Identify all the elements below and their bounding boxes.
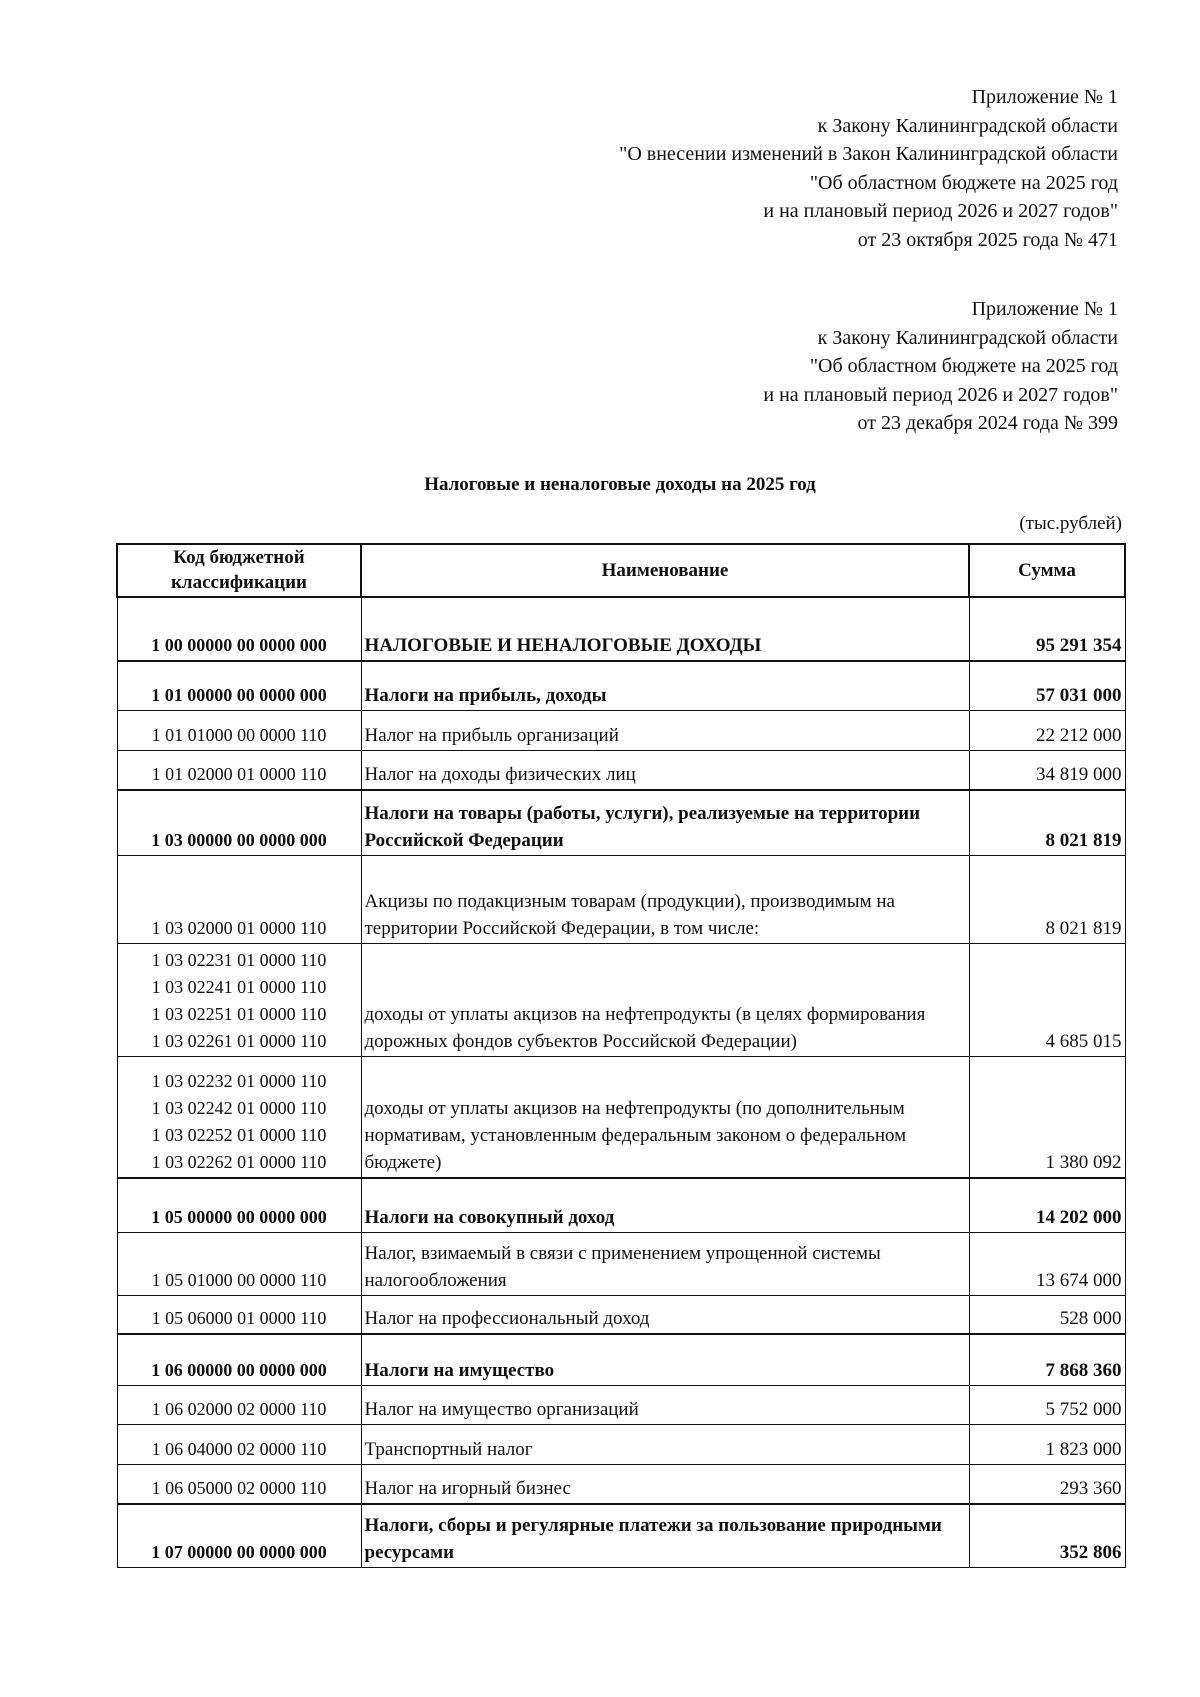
table-row — [117, 661, 1125, 710]
col-code-header: Код бюджетной классификации — [117, 544, 361, 597]
budget-code: 1 03 00000 00 0000 000 — [117, 790, 361, 855]
table-row — [117, 1295, 1125, 1334]
item-name: Налог на игорный бизнес — [361, 1464, 969, 1504]
amount: 34 819 000 — [969, 750, 1125, 790]
item-name: Налог на доходы физических лиц — [361, 750, 969, 790]
table-row — [117, 597, 1125, 661]
header-line: и на плановый период 2026 и 2027 годов" — [763, 200, 1118, 222]
item-name: Налоги на имущество — [361, 1334, 969, 1385]
item-name: НАЛОГОВЫЕ И НЕНАЛОГОВЫЕ ДОХОДЫ — [361, 597, 969, 661]
amount: 8 021 819 — [969, 855, 1125, 943]
amount: 57 031 000 — [969, 661, 1125, 710]
amount: 95 291 354 — [969, 597, 1125, 661]
table-row — [117, 1504, 1125, 1567]
table-row — [117, 1178, 1125, 1232]
amount: 528 000 — [969, 1295, 1125, 1334]
header-line: к Закону Калининградской области — [817, 114, 1118, 137]
budget-code: 1 01 00000 00 0000 000 — [117, 661, 361, 710]
table-row — [117, 1056, 1125, 1178]
table-row — [117, 855, 1125, 943]
header-line: "Об областном бюджете на 2025 год — [809, 355, 1118, 377]
budget-code: 1 06 00000 00 0000 000 — [117, 1334, 361, 1385]
item-name: Налог на прибыль организаций — [361, 710, 969, 750]
header-line: и на плановый период 2026 и 2027 годов" — [763, 383, 1118, 406]
col-name-header: Наименование — [361, 544, 969, 597]
units-label: (тыс.рублей) — [1019, 513, 1122, 534]
table-row — [117, 1232, 1125, 1295]
header-line: "Об областном бюджете на 2025 год — [809, 171, 1118, 194]
budget-code: 1 06 02000 02 0000 110 — [117, 1385, 361, 1424]
budget-code: 1 06 04000 02 0000 110 — [117, 1424, 361, 1464]
header-line: Приложение № 1 — [971, 86, 1118, 108]
item-name: Налоги на товары (работы, услуги), реализуемые на территории Российской Федерации — [361, 790, 969, 855]
table-row — [117, 1424, 1125, 1464]
col-sum-header: Сумма — [969, 544, 1125, 597]
amount: 14 202 000 — [969, 1178, 1125, 1232]
amount: 4 685 015 — [969, 943, 1125, 1056]
item-name: Налог на профессиональный доход — [361, 1295, 969, 1334]
document-title: Налоговые и неналоговые доходы на 2025 год — [424, 474, 816, 495]
header-line: "О внесении изменений в Закон Калининградской области — [619, 143, 1118, 165]
appendix-header-original — [763, 295, 1118, 438]
item-name: Акцизы по подакцизным товарам (продукции), производимым на территории Российской Федерации, в том числе: — [361, 855, 969, 943]
budget-code: 1 05 00000 00 0000 000 — [117, 1178, 361, 1232]
item-name: Налоги, сборы и регулярные платежи за пользование природными ресурсами — [361, 1504, 969, 1567]
amount: 5 752 000 — [969, 1385, 1125, 1424]
amount: 1 380 092 — [969, 1056, 1125, 1178]
amount: 22 212 000 — [969, 710, 1125, 750]
budget-code: 1 03 02232 01 0000 110 1 03 02242 01 0000 110 1 03 02252 01 0000 110 1 03 02262 01 0000 110 — [117, 1056, 361, 1178]
item-name: Налоги на совокупный доход — [361, 1178, 969, 1232]
table-row — [117, 1464, 1125, 1504]
table-row — [117, 710, 1125, 750]
amount: 352 806 — [969, 1504, 1125, 1567]
budget-code: 1 05 06000 01 0000 110 — [117, 1295, 361, 1334]
table-row — [117, 750, 1125, 790]
budget-code: 1 00 00000 00 0000 000 — [117, 597, 361, 661]
header-line: к Закону Калининградской области — [817, 326, 1118, 349]
item-name: доходы от уплаты акцизов на нефтепродукты (в целях формирования дорожных фондов субъектов Российской Федерации) — [361, 943, 969, 1056]
budget-code: 1 01 01000 00 0000 110 — [117, 710, 361, 750]
amount: 8 021 819 — [969, 790, 1125, 855]
budget-code: 1 03 02000 01 0000 110 — [117, 855, 361, 943]
budget-code: 1 05 01000 00 0000 110 — [117, 1232, 361, 1295]
header-line: от 23 декабря 2024 года № 399 — [857, 412, 1118, 434]
item-name: Транспортный налог — [361, 1424, 969, 1464]
amount: 7 868 360 — [969, 1334, 1125, 1385]
budget-code: 1 06 05000 02 0000 110 — [117, 1464, 361, 1504]
item-name: Налог на имущество организаций — [361, 1385, 969, 1424]
table-row — [117, 790, 1125, 855]
amount: 1 823 000 — [969, 1424, 1125, 1464]
revenue-table — [116, 543, 1126, 1568]
header-line: Приложение № 1 — [971, 298, 1118, 320]
table-row — [117, 1334, 1125, 1385]
appendix-header-amendment — [619, 83, 1118, 254]
budget-code: 1 03 02231 01 0000 110 1 03 02241 01 0000 110 1 03 02251 01 0000 110 1 03 02261 01 0000 110 — [117, 943, 361, 1056]
budget-code: 1 01 02000 01 0000 110 — [117, 750, 361, 790]
table-row — [117, 943, 1125, 1056]
item-name: доходы от уплаты акцизов на нефтепродукты (по дополнительным нормативам, установленным федеральным законом о федеральном бюджете) — [361, 1056, 969, 1178]
header-line: от 23 октября 2025 года № 471 — [857, 228, 1118, 251]
budget-code: 1 07 00000 00 0000 000 — [117, 1504, 361, 1567]
amount: 13 674 000 — [969, 1232, 1125, 1295]
amount: 293 360 — [969, 1464, 1125, 1504]
table-row — [117, 1385, 1125, 1424]
item-name: Налог, взимаемый в связи с применением упрощенной системы налогообложения — [361, 1232, 969, 1295]
item-name: Налоги на прибыль, доходы — [361, 661, 969, 710]
